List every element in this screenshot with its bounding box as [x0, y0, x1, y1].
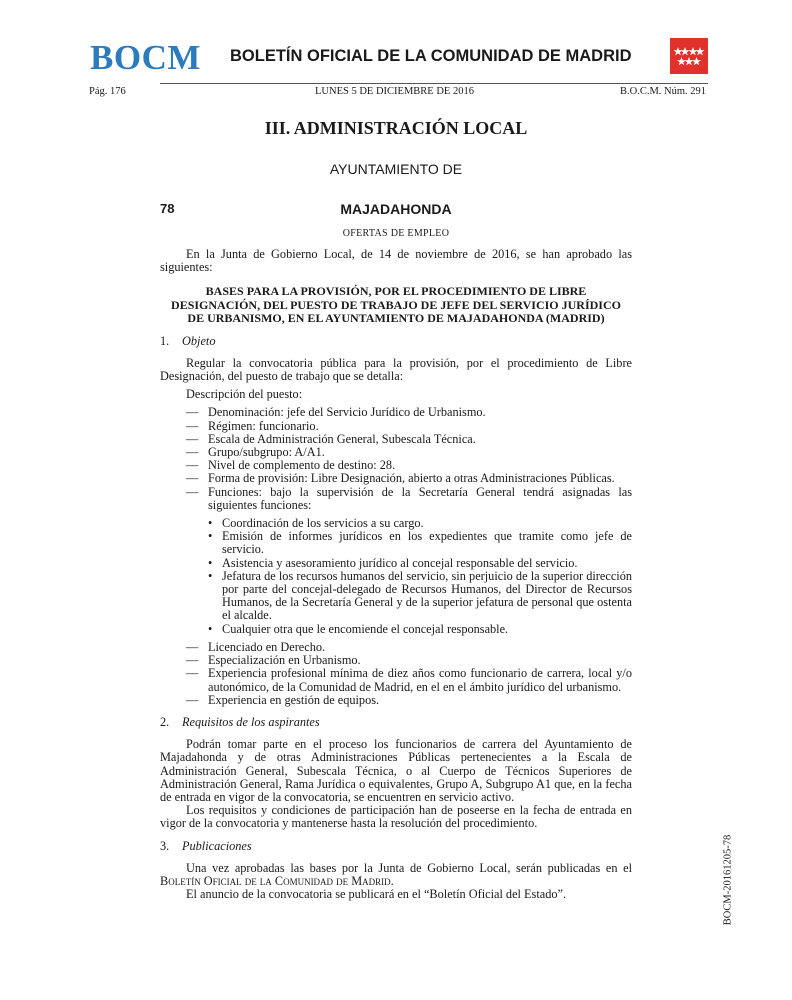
- bullet-mark: •: [208, 529, 213, 544]
- section-title: Objeto: [182, 333, 216, 348]
- section-3-heading: [160, 840, 632, 853]
- list-item: — Régimen: funcionario.: [186, 418, 319, 433]
- section-1-heading: [160, 335, 632, 348]
- section-title: III. ADMINISTRACIÓN LOCAL: [264, 118, 528, 138]
- council-label: AYUNTAMIENTO DE: [329, 161, 463, 177]
- list-item: — Especialización en Urbanismo.: [186, 653, 361, 668]
- list-item: • Coordinación de los servicios a su cargo.: [208, 516, 424, 531]
- list-item: — Licenciado en Derecho.: [186, 639, 326, 654]
- dash-mark: —: [186, 445, 199, 460]
- dash-mark: —: [186, 418, 199, 433]
- list-item: • Cualquier otra que le encomiende el concejal responsable.: [208, 621, 509, 636]
- dash-mark: —: [186, 431, 199, 446]
- entry-subheading: OFERTAS DE EMPLEO: [342, 228, 450, 239]
- dash-mark: —: [186, 639, 199, 654]
- list-item: — Nivel de complemento de destino: 28.: [186, 458, 396, 473]
- paragraph: Podrán tomar parte en el proceso los funcionarios de carrera del Ayuntamiento de Majadahonda y de otras Administraciones Públicas pertenecientes a la Escala de Administración General, Subescala Técnica, o al Cuerpo de Técnicos Superiores de Administración General, Rama Jurídica o equivalentes, Grupo A, Subgrupo A1 que, en la fecha de entrada en vigor de la convocatoria, se encuentren en servicio activo.: [160, 737, 632, 804]
- side-reference-code: BOCM-20161205-78: [722, 834, 734, 926]
- section-2-heading: [160, 716, 632, 729]
- intro-paragraph: En la Junta de Gobierno Local, de 14 de noviembre de 2016, se han aprobado las siguientes:: [160, 247, 632, 275]
- dash-mark: —: [186, 692, 199, 707]
- dash-mark: —: [186, 653, 199, 668]
- dash-mark: —: [186, 405, 199, 420]
- list-item: — Forma de provisión: Libre Designación, abierto a otras Administraciones Públicas.: [186, 471, 615, 486]
- list-item: • Jefatura de los recursos humanos del servicio, sin perjuicio de la superior dirección por parte del concejal-delegado de Recursos Humanos, del Director de Recursos Humanos, de la Secretaría General y de la superior jefatura de personal que ostenta el alcalde.: [208, 568, 632, 623]
- bullet-mark: •: [208, 568, 213, 583]
- gazette-name: Boletín Oficial de la Comunidad de Madrid: [160, 873, 391, 888]
- description-label: Descripción del puesto:: [186, 387, 303, 402]
- list-item: — Denominación: jefe del Servicio Jurídico de Urbanismo.: [186, 405, 486, 420]
- paragraph: El anuncio de la convocatoria se publicará en el “Boletín Oficial del Estado”.: [186, 887, 567, 902]
- bullet-mark: •: [208, 555, 213, 570]
- list-item: • Emisión de informes jurídicos en los expedientes que tramite como jefe de servicio.: [208, 529, 632, 557]
- publication-title: BOLETÍN OFICIAL DE LA COMUNIDAD DE MADRID: [230, 47, 632, 65]
- page-number: Pág. 176: [89, 86, 126, 97]
- madrid-flag-icon: [670, 38, 708, 74]
- bases-title: BASES PARA LA PROVISIÓN, POR EL PROCEDIMIENTO DE LIBRE DESIGNACIÓN, DEL PUESTO DE TRABAJO DE JEFE DEL SERVICIO JURÍDICO DE URBANISMO, EN EL AYUNTAMIENTO DE MAJADAHONDA (MADRID): [171, 284, 621, 326]
- paragraph: Los requisitos y condiciones de participación han de poseerse en la fecha de entrada en vigor de la convocatoria y mantenerse hasta la resolución del procedimiento.: [160, 803, 632, 831]
- header-rule: [160, 83, 708, 84]
- bocm-logo: BOCM: [90, 38, 201, 77]
- paragraph: Regular la convocatoria pública para la provisión, por el procedimiento de Libre Designación, del puesto de trabajo que se detalla:: [160, 355, 632, 384]
- section-title: Publicaciones: [182, 838, 252, 853]
- entry-number: 78: [160, 201, 175, 216]
- section-title: Requisitos de los aspirantes: [182, 714, 320, 729]
- list-item: — Experiencia profesional mínima de diez años como funcionario de carrera, local y/o autonómico, de la Comunidad de Madrid, en el en el ámbito jurídico del urbanismo.: [186, 666, 632, 694]
- list-item: • Asistencia y asesoramiento jurídico al concejal responsable del servicio.: [208, 555, 578, 570]
- dash-mark: —: [186, 484, 199, 499]
- bullet-mark: •: [208, 516, 213, 531]
- entry-place: MAJADAHONDA: [340, 201, 452, 217]
- dash-mark: —: [186, 666, 199, 681]
- list-item: — Escala de Administración General, Subescala Técnica.: [186, 431, 476, 446]
- bullet-mark: •: [208, 621, 213, 636]
- paragraph: Una vez aprobadas las bases por la Junta de Gobierno Local, serán publicadas en el Boletín Oficial de la Comunidad de Madrid.: [160, 860, 632, 888]
- section-number: 3.: [160, 838, 170, 853]
- list-item: — Grupo/subgrupo: A/A1.: [186, 445, 325, 460]
- issue-date: LUNES 5 DE DICIEMBRE DE 2016: [315, 86, 474, 97]
- issue-number: B.O.C.M. Núm. 291: [620, 86, 707, 97]
- dash-mark: —: [186, 458, 199, 473]
- list-item: — Experiencia en gestión de equipos.: [186, 692, 380, 707]
- dash-mark: —: [186, 471, 199, 486]
- document-body: [160, 248, 632, 901]
- list-item: — Funciones: bajo la supervisión de la Secretaría General tendrá asignadas las siguientes funciones:: [186, 484, 632, 512]
- section-number: 2.: [160, 714, 170, 729]
- section-number: 1.: [160, 333, 170, 348]
